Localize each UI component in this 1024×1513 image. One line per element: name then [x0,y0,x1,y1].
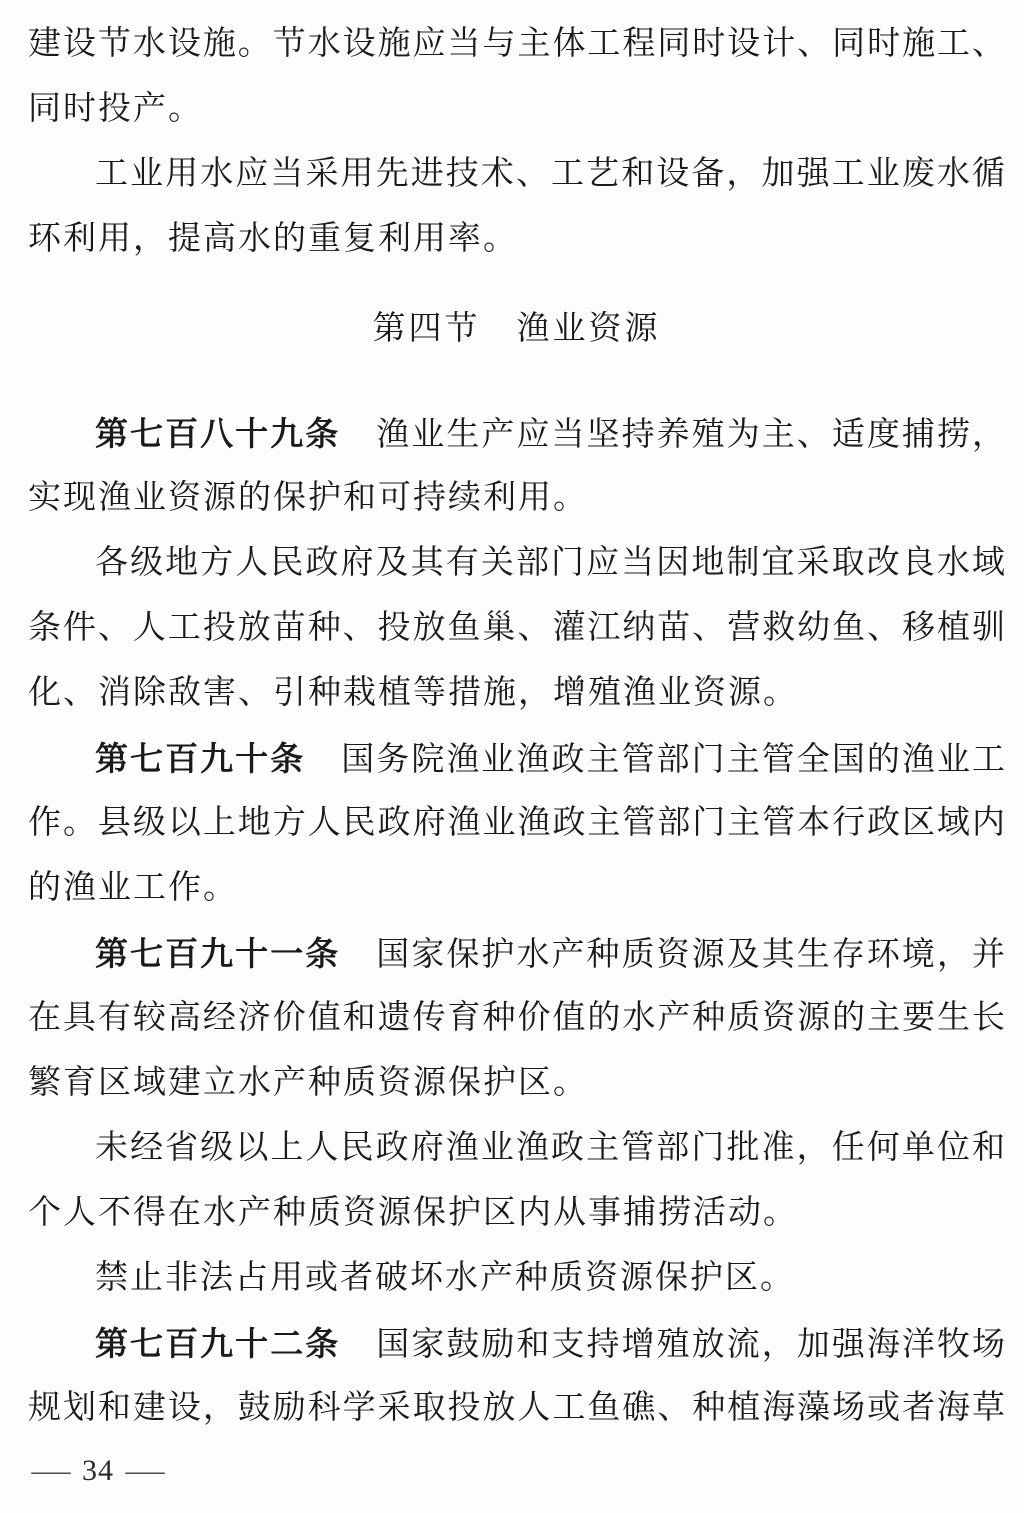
text-line [28,531,1005,596]
footer-dash-left: — [31,1454,71,1487]
line-text: 各级地方人民政府及其有关部门应当因地制宜采取改良水域 [95,545,1005,581]
line-text: 在具有较高经济价值和遗传育种价值的水产种质资源的主要生长 [28,1000,1005,1036]
text-line [28,1311,1005,1376]
document-body [28,12,1005,1441]
article-number: 第七百九十条 [95,740,306,777]
text-line [28,726,1005,791]
line-text: 未经省级以上人民政府渔业渔政主管部门批准，任何单位和 [95,1130,1005,1166]
line-text: 个人不得在水产种质资源保护区内从事捕捞活动。 [28,1195,798,1231]
text-line [28,661,1005,726]
line-text: 第四节 渔业资源 [372,311,661,347]
section-heading [28,297,1005,362]
text-line [28,1181,1005,1246]
line-text: 实现渔业资源的保护和可持续利用。 [28,480,588,516]
line-text: 条件、人工投放苗种、投放鱼巢、灌江纳苗、营救幼鱼、移植驯 [28,610,1005,646]
text-line [28,12,1005,77]
footer-dash-right: — [125,1454,165,1487]
line-text: 规划和建设，鼓励科学采取投放人工鱼礁、种植海藻场或者海草 [28,1390,1005,1426]
text-line [28,1246,1005,1311]
text-line [28,1116,1005,1181]
line-text: 环利用，提高水的重复利用率。 [28,221,518,257]
line-text: 禁止非法占用或者破坏水产种质资源保护区。 [95,1260,795,1296]
line-text: 渔业生产应当坚持养殖为主、适度捕捞， [376,417,1005,453]
line-text: 同时投产。 [28,91,203,127]
article-number: 第七百八十九条 [95,415,341,452]
text-line [28,791,1005,856]
article-number: 第七百九十二条 [95,1325,341,1362]
text-line [28,986,1005,1051]
text-line [28,921,1005,986]
line-text: 国家保护水产种质资源及其生存环境，并 [376,937,1005,973]
line-text: 建设节水设施。节水设施应当与主体工程同时设计、同时施工、 [28,26,1005,62]
text-line [28,856,1005,921]
line-text: 繁育区域建立水产种质资源保护区。 [28,1065,588,1101]
line-text: 化、消除敌害、引种栽植等措施，增殖渔业资源。 [28,675,798,711]
line-text: 的渔业工作。 [28,870,238,906]
text-line [28,1376,1005,1441]
text-line [28,142,1005,207]
text-line [28,207,1005,272]
footer-page-number: 34 [82,1454,114,1487]
text-line [28,466,1005,531]
text-line [28,401,1005,466]
page-footer [28,1450,1005,1492]
line-text: 国家鼓励和支持增殖放流，加强海洋牧场 [376,1327,1005,1363]
text-line [28,77,1005,142]
line-text: 工业用水应当采用先进技术、工艺和设备，加强工业废水循 [95,156,1005,192]
text-line [28,1051,1005,1116]
text-line [28,596,1005,661]
line-text: 国务院渔业渔政主管部门主管全国的渔业工 [341,742,1005,778]
article-number: 第七百九十一条 [95,935,341,972]
line-text: 作。县级以上地方人民政府渔业渔政主管部门主管本行政区域内 [28,805,1005,841]
